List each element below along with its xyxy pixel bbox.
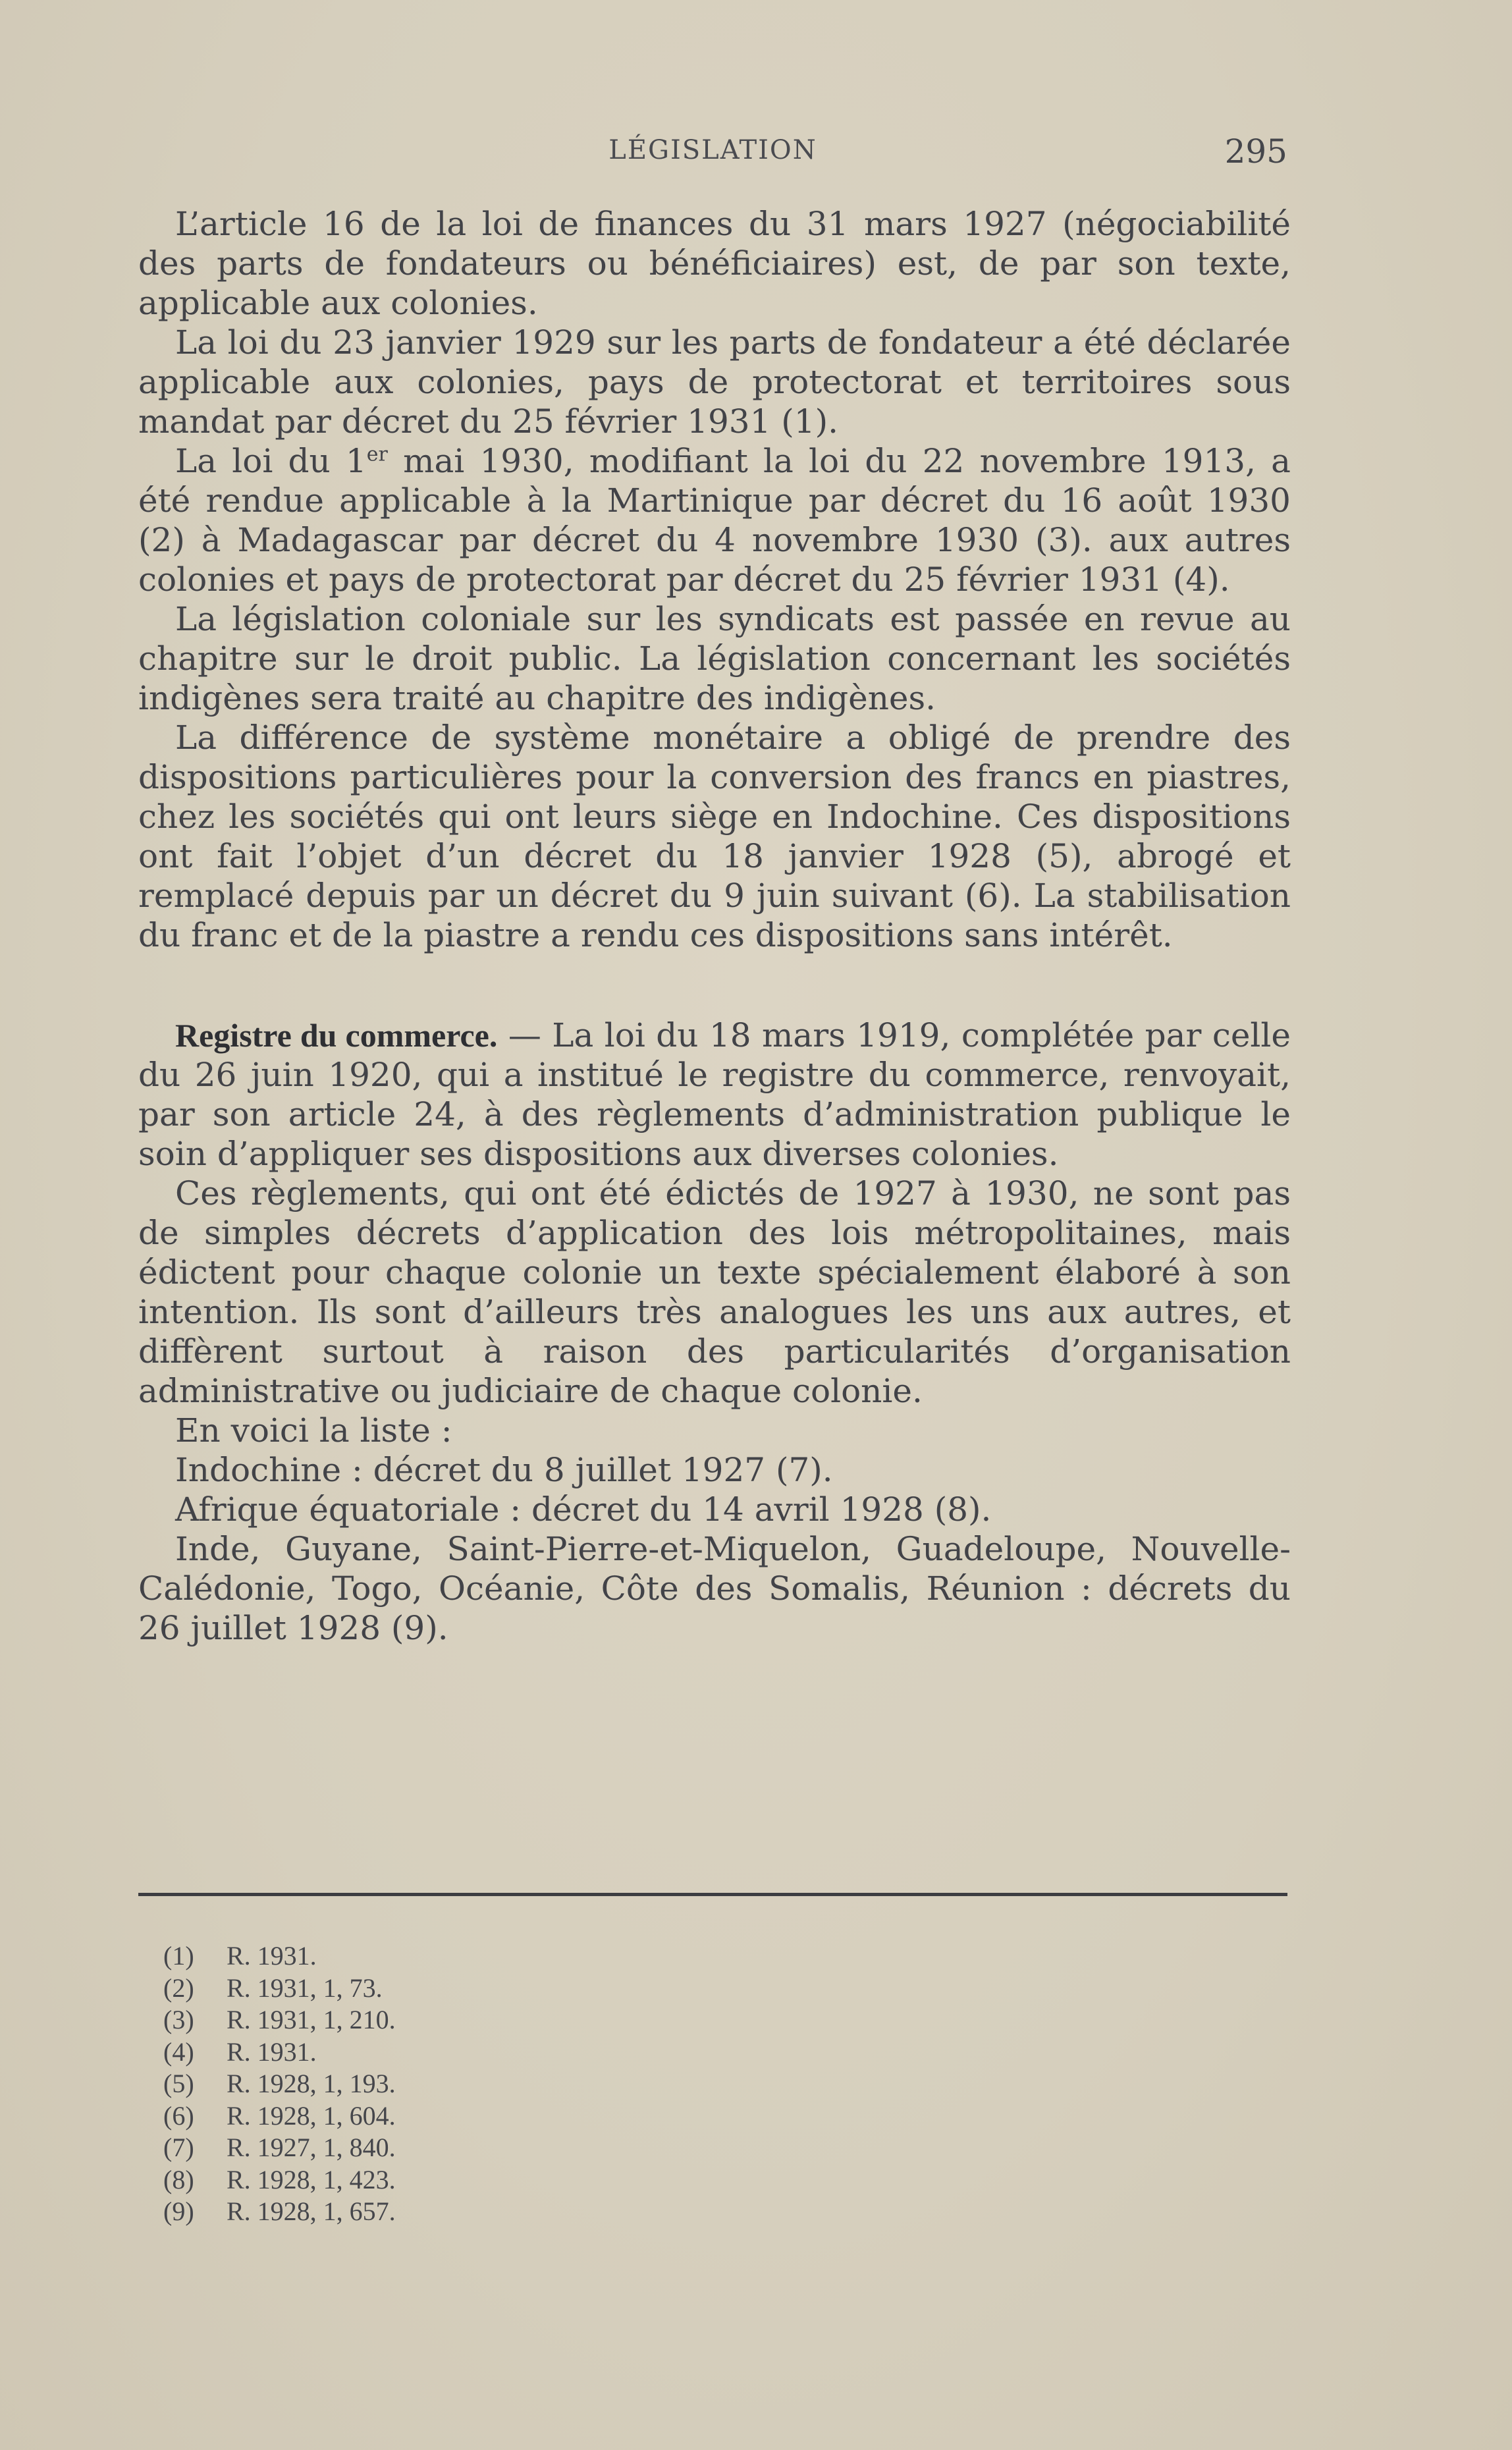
- list-item: Inde, Guyane, Saint-Pierre-et-Miquelon, Guadeloupe, Nouvelle-Calédonie, Togo, Océanie, Côte des Somalis, Réunion : décrets du 26 juillet 1928 (9).: [138, 1530, 1291, 1647]
- footnote: [163, 2100, 396, 2133]
- footnote-rule: [138, 1893, 1287, 1896]
- footnote: [163, 1973, 396, 2005]
- footnote-ref: R. 1931, 1, 73.: [227, 1973, 383, 2003]
- footnote-ref: R. 1927, 1, 840.: [227, 2133, 396, 2162]
- section-dash: —: [497, 1016, 553, 1054]
- footnote: [163, 2004, 396, 2036]
- list-item: Afrique équatoriale : décret du 14 avril 1928 (8).: [175, 1490, 992, 1529]
- footnote-number: (5): [163, 2069, 194, 2098]
- running-title: LÉGISLATION: [608, 135, 817, 165]
- paragraph: [138, 718, 1291, 955]
- paragraph-text: Ces règlements, qui ont été édictés de 1927 à 1930, ne sont pas de simples décrets d’application des lois métropolitaines, mais édictent pour chaque colonie un texte spécialement élaboré à son intention. Ils sont d’ailleurs très analogues les uns aux autres, et diffèrent surtout à raison des particularités d’organisation administrative ou judiciaire de chaque colonie.: [138, 1174, 1291, 1410]
- footnote-number: (3): [163, 2005, 194, 2034]
- footnote-ref: R. 1931.: [227, 1941, 317, 1971]
- footnote-number: (8): [163, 2164, 194, 2194]
- footnote-ref: R. 1928, 1, 423.: [227, 2164, 396, 2194]
- paragraph: [138, 323, 1291, 441]
- paragraph: [138, 599, 1291, 718]
- paragraph-text: La loi du 1: [175, 442, 367, 480]
- footnote-ref: R. 1931, 1, 210.: [227, 2005, 396, 2034]
- footnote: [163, 2164, 396, 2196]
- footnote: [163, 2068, 396, 2100]
- paragraph-text: La loi du 23 janvier 1929 sur les parts de fondateur a été déclarée applicable aux colonies, pays de protectorat et territoires sous mandat par décret du 25 février 1931 (1).: [138, 323, 1291, 441]
- paragraph-text: La différence de système monétaire a obligé de prendre des dispositions particulières pour la conversion des francs en piastres, chez les sociétés qui ont leurs siège en Indochine. Ces dispositions ont fait l’objet d’un décret du 18 janvier 1928 (5), abrogé et remplacé depuis par un décret du 9 juin suivant (6). La stabilisation du franc et de la piastre a rendu ces dispositions sans intérêt.: [138, 719, 1291, 954]
- list-item: Indochine : décret du 8 juillet 1927 (7).: [175, 1451, 833, 1489]
- footnote: [163, 2132, 396, 2164]
- paragraph-text: La législation coloniale sur les syndicats est passée en revue au chapitre sur le droit public. La législation concernant les sociétés indigènes sera traité au chapitre des indigènes.: [138, 600, 1291, 717]
- footnote-ref: R. 1931.: [227, 2036, 317, 2067]
- footnote: [163, 1940, 396, 1973]
- list-intro: En voici la liste :: [175, 1411, 452, 1450]
- superscript: er: [366, 443, 388, 466]
- footnote: [163, 2036, 396, 2069]
- page-number: 295: [1224, 132, 1287, 171]
- footnotes: [163, 1940, 396, 2228]
- footnote-number: (2): [163, 1973, 194, 2003]
- footnote-number: (7): [163, 2133, 194, 2162]
- paragraph: [138, 441, 1291, 599]
- paragraph-text: L’article 16 de la loi de finances du 31 mars 1927 (négociabilité des parts de fondateurs ou bénéficiaires) est, de par son texte, applicable aux colonies.: [138, 205, 1291, 322]
- paragraph-text: La loi du 18 mars 1919, complétée par celle du 26 juin 1920, qui a institué le registre du commerce, renvoyait, par son article 24, à des règlements d’administration publique le soin d’appliquer ses dispositions aux diverses colonies.: [138, 1016, 1291, 1173]
- running-head: [138, 132, 1287, 175]
- footnote-number: (4): [163, 2036, 194, 2067]
- paragraph-text: mai 1930, modifiant la loi du 22 novembre 1913, a été rendue applicable à la Martinique par décret du 16 août 1930 (2) à Madagascar par décret du 4 novembre 1930 (3). aux autres colonies et pays de protectorat par décret du 25 février 1931 (4).: [138, 442, 1291, 599]
- section-heading: Registre du commerce.: [175, 1017, 498, 1054]
- footnote-number: (1): [163, 1941, 194, 1971]
- body-text: [138, 204, 1291, 1648]
- paragraph: [138, 1174, 1291, 1411]
- paragraph: [138, 204, 1291, 323]
- footnote-ref: R. 1928, 1, 657.: [227, 2196, 396, 2226]
- section-gap: [138, 955, 1291, 1016]
- footnote: [163, 2196, 396, 2228]
- section-paragraph: [138, 1016, 1291, 1174]
- footnote-ref: R. 1928, 1, 193.: [227, 2069, 396, 2098]
- footnote-ref: R. 1928, 1, 604.: [227, 2100, 396, 2131]
- footnote-number: (9): [163, 2196, 194, 2226]
- footnote-number: (6): [163, 2100, 194, 2131]
